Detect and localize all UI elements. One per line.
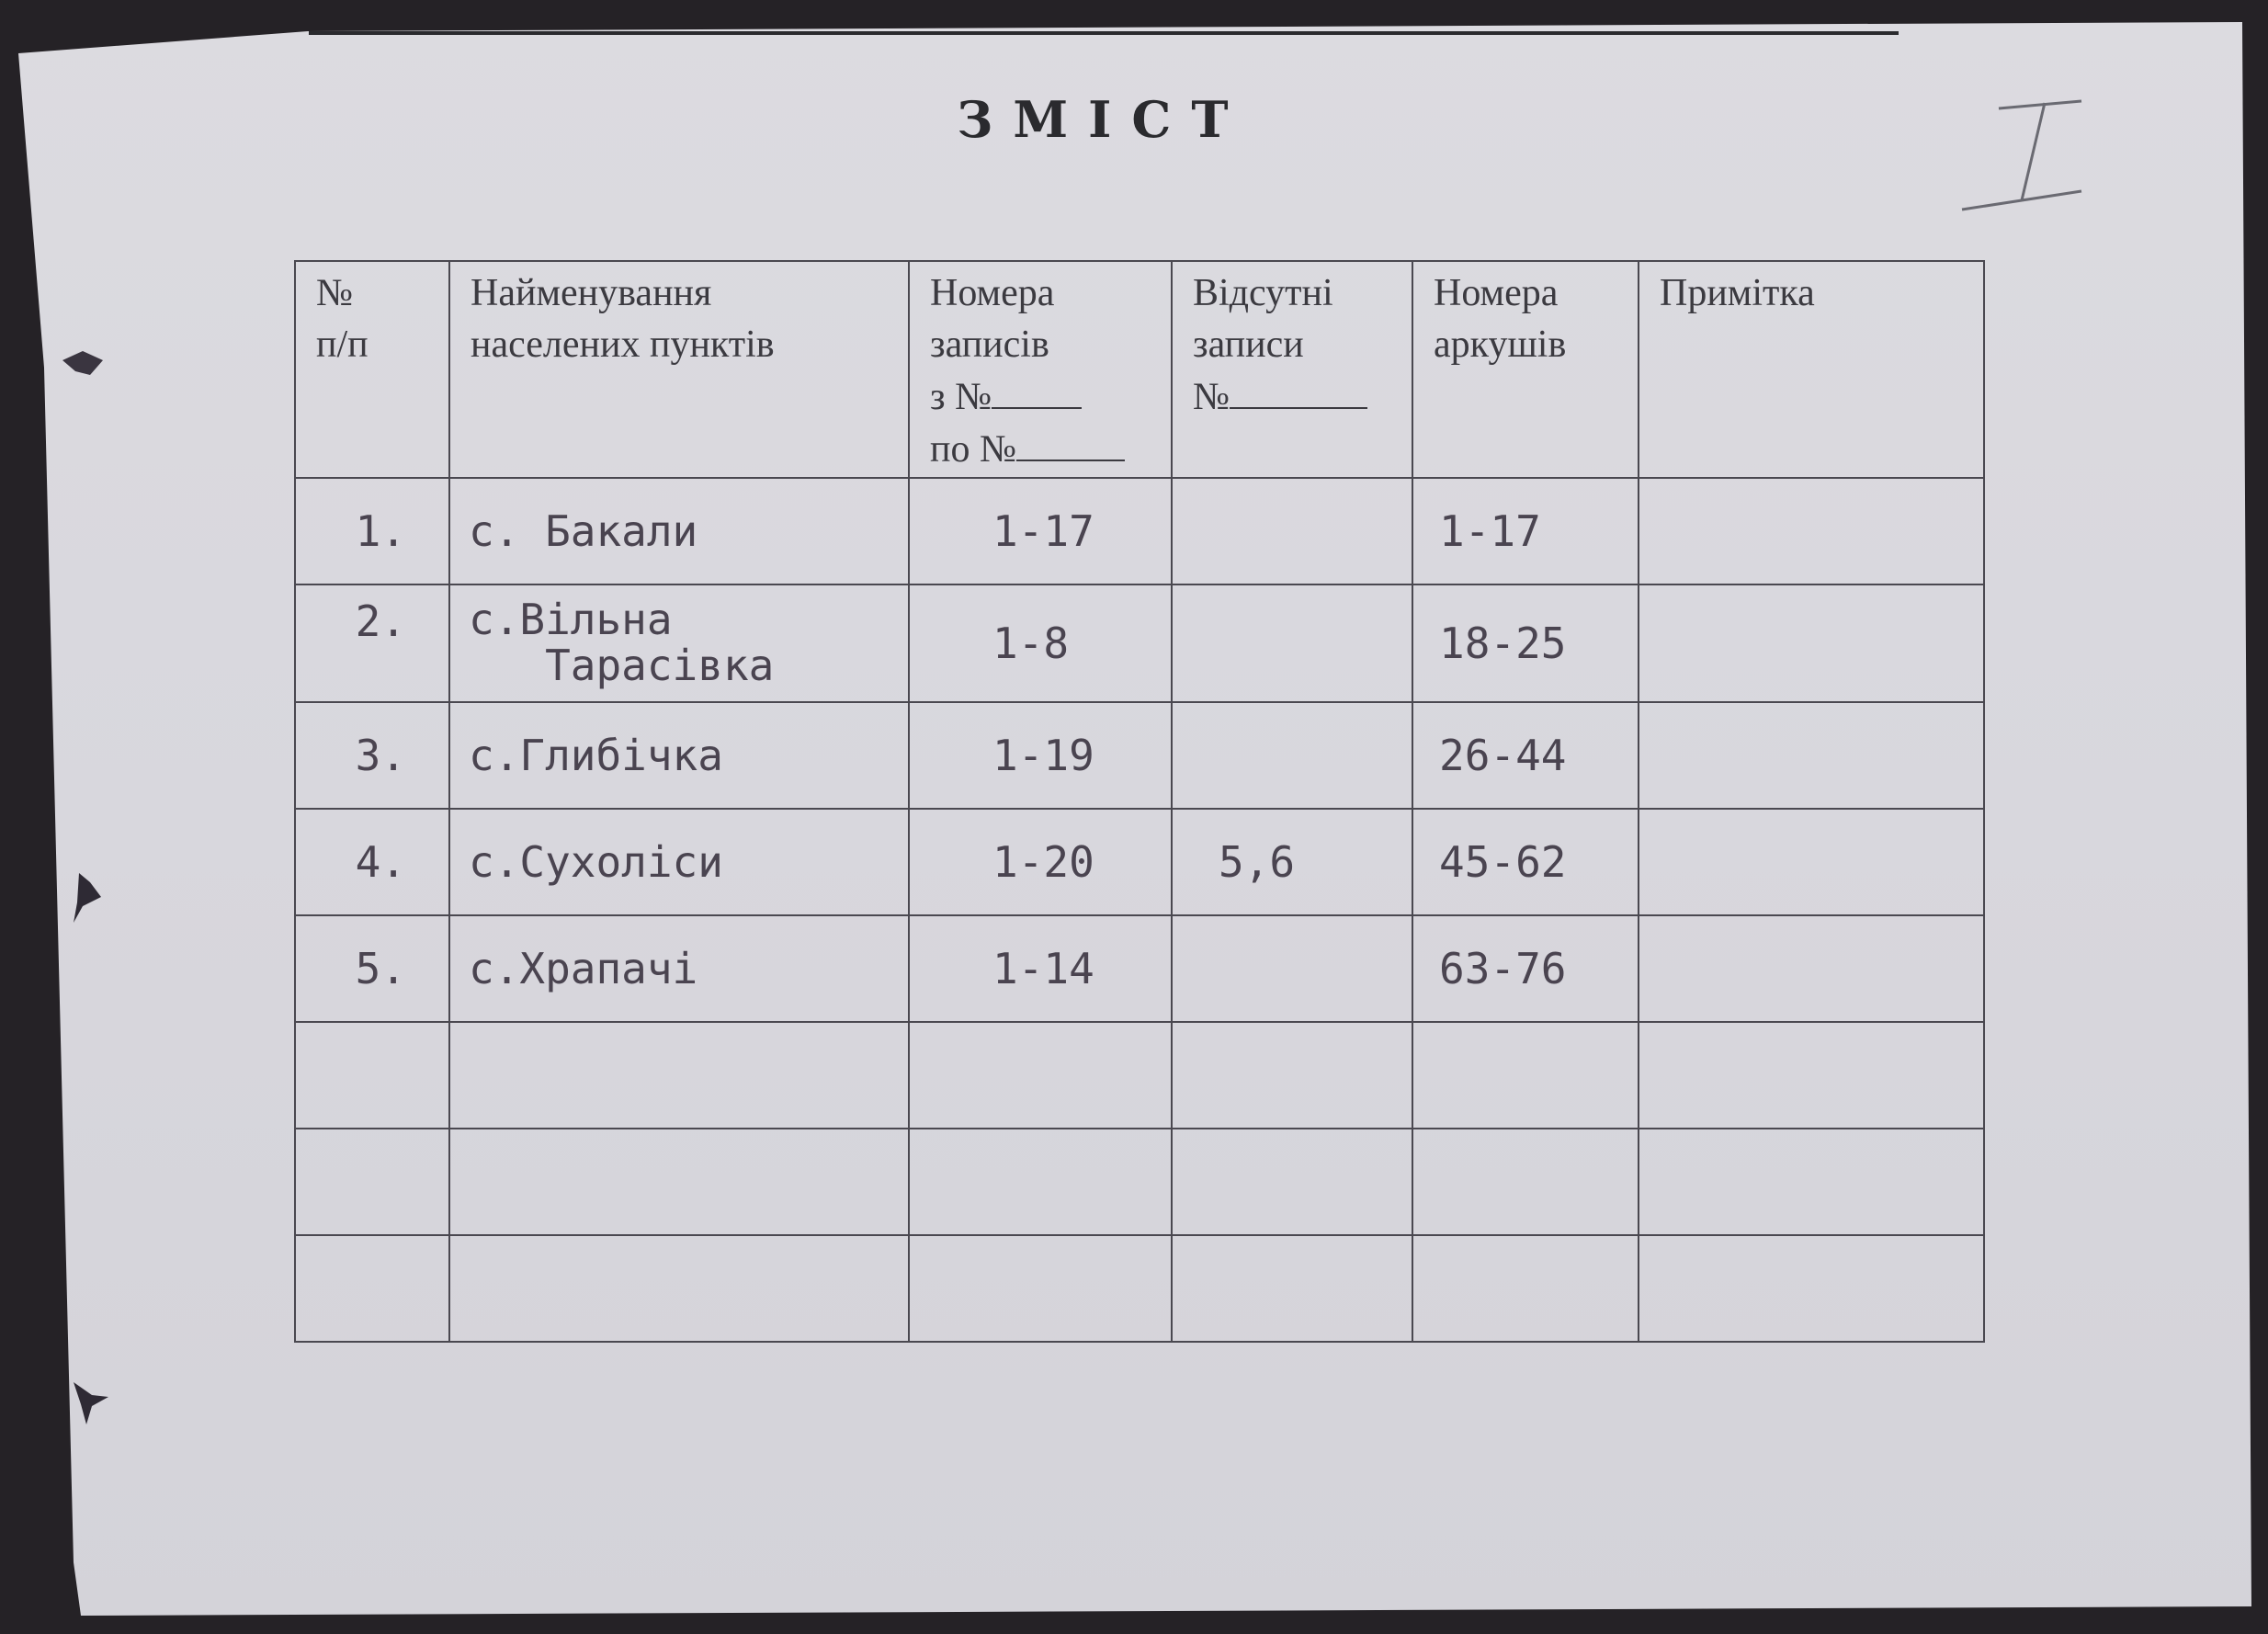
missing-records	[1172, 584, 1412, 702]
sheet-range	[1412, 1022, 1639, 1129]
record-range: 1-8	[909, 584, 1172, 702]
header-number: № п/п	[295, 261, 449, 478]
row-number	[295, 1235, 449, 1342]
missing-records	[1172, 478, 1412, 584]
record-range: 1-17	[909, 478, 1172, 584]
table-row	[295, 478, 1984, 584]
header-settlement-name: Найменування населених пунктів	[449, 261, 909, 478]
row-number: 3.	[295, 702, 449, 809]
contents-table	[294, 260, 1985, 1343]
note-cell	[1639, 915, 1984, 1022]
record-range	[909, 1129, 1172, 1235]
table-row	[295, 915, 1984, 1022]
missing-records: 5,6	[1172, 809, 1412, 915]
sheet-range: 63-76	[1412, 915, 1639, 1022]
missing-records	[1172, 1022, 1412, 1129]
note-cell	[1639, 1235, 1984, 1342]
fill-in-blank	[1230, 370, 1367, 409]
binding-hole-mark	[55, 866, 110, 930]
row-number: 5.	[295, 915, 449, 1022]
document-title: ЗМІСТ	[957, 90, 1249, 149]
record-range: 1-20	[909, 809, 1172, 915]
binding-hole-mark	[55, 1369, 110, 1434]
header-row	[295, 261, 1984, 478]
handwritten-sheet-mark	[1953, 92, 2100, 221]
missing-records	[1172, 915, 1412, 1022]
row-number	[295, 1022, 449, 1129]
sheet-range: 26-44	[1412, 702, 1639, 809]
settlement-name: с.Глибічка	[449, 702, 909, 809]
binding-hole-mark	[55, 333, 110, 397]
missing-records	[1172, 1235, 1412, 1342]
table-row	[295, 702, 1984, 809]
record-range	[909, 1235, 1172, 1342]
header-missing-records: Відсутні записи №	[1172, 261, 1412, 478]
settlement-name: с.Вільна Тарасівка	[449, 584, 909, 702]
top-rule	[309, 31, 1899, 35]
settlement-name: с. Бакали	[449, 478, 909, 584]
header-record-numbers: Номера записів з № по №	[909, 261, 1172, 478]
fill-in-blank	[1016, 423, 1125, 461]
header-sheet-numbers: Номера аркушів	[1412, 261, 1639, 478]
row-number: 2.	[295, 584, 449, 702]
record-range: 1-14	[909, 915, 1172, 1022]
note-cell	[1639, 1129, 1984, 1235]
row-number: 1.	[295, 478, 449, 584]
settlement-name	[449, 1022, 909, 1129]
settlement-name: с.Храпачі	[449, 915, 909, 1022]
missing-records	[1172, 702, 1412, 809]
sheet-range	[1412, 1235, 1639, 1342]
table-row	[295, 1022, 1984, 1129]
table-row	[295, 1235, 1984, 1342]
table-row	[295, 1129, 1984, 1235]
fill-in-blank	[992, 370, 1082, 409]
settlement-name: с.Сухоліси	[449, 809, 909, 915]
sheet-range: 18-25	[1412, 584, 1639, 702]
table-row	[295, 809, 1984, 915]
note-cell	[1639, 809, 1984, 915]
note-cell	[1639, 1022, 1984, 1129]
note-cell	[1639, 702, 1984, 809]
note-cell	[1639, 584, 1984, 702]
settlement-name	[449, 1129, 909, 1235]
row-number: 4.	[295, 809, 449, 915]
row-number	[295, 1129, 449, 1235]
table-row	[295, 584, 1984, 702]
record-range: 1-19	[909, 702, 1172, 809]
sheet-range: 45-62	[1412, 809, 1639, 915]
note-cell	[1639, 478, 1984, 584]
record-range	[909, 1022, 1172, 1129]
sheet-range: 1-17	[1412, 478, 1639, 584]
missing-records	[1172, 1129, 1412, 1235]
header-note: Примітка	[1639, 261, 1984, 478]
sheet-range	[1412, 1129, 1639, 1235]
settlement-name	[449, 1235, 909, 1342]
